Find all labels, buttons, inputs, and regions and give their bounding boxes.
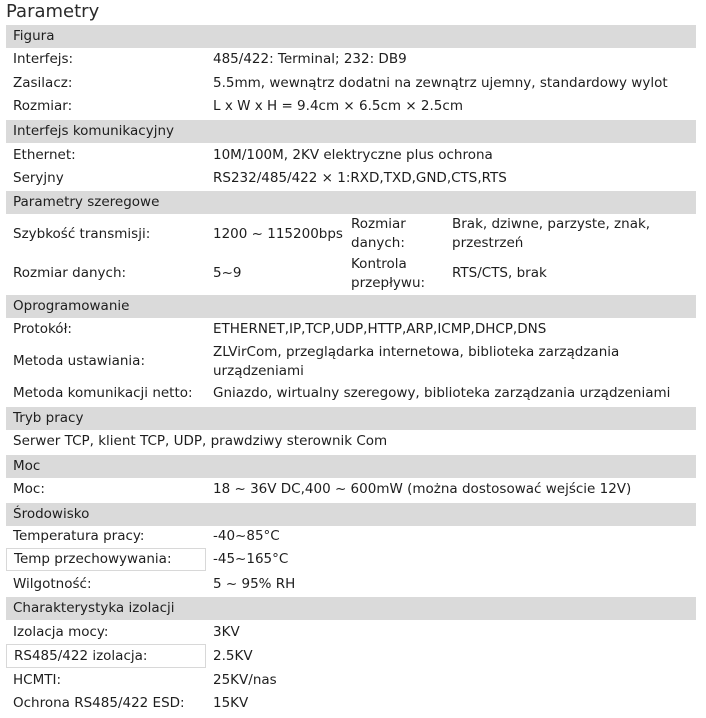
esd-label: Ochrona RS485/422 ESD: [13, 695, 185, 711]
temp-pracy-value: -40~85°C [213, 528, 280, 544]
wilgotnosc-value: 5 ~ 95% RH [213, 576, 296, 592]
izolacja-mocy-value: 3KV [213, 624, 240, 640]
protokol-value: ETHERNET,IP,TCP,UDP,HTTP,ARP,ICMP,DHCP,DNS [213, 321, 547, 337]
seryjny-label: Seryjny [13, 170, 64, 186]
section-header-moc: Moc [6, 455, 696, 478]
hcmti-value: 25KV/nas [213, 672, 277, 688]
izolacja-mocy-label: Izolacja mocy: [13, 624, 109, 640]
interfejs-value: 485/422: Terminal; 232: DB9 [213, 51, 407, 67]
rs485-izolacja-label: RS485/422 izolacja: [6, 644, 206, 668]
rozmiar-danych-label-b: danych: [351, 235, 405, 251]
section-header-tryb: Tryb pracy [6, 407, 696, 430]
kontrola-label-b: przepływu: [351, 275, 426, 291]
szybkosc-label: Szybkość transmisji: [13, 226, 151, 242]
section-header-srodowisko: Środowisko [6, 503, 696, 526]
rozmiar-value: L x W x H = 9.4cm × 6.5cm × 2.5cm [213, 98, 463, 114]
ethernet-label: Ethernet: [13, 147, 76, 163]
metoda-value-b: urządzeniami [213, 363, 304, 379]
section-header-interfejs: Interfejs komunikacyjny [6, 120, 696, 143]
section-header-szeregowe: Parametry szeregowe [6, 191, 696, 214]
kontrola-label-a: Kontrola [351, 256, 407, 272]
esd-value: 15KV [213, 695, 249, 711]
temp-przech-label: Temp przechowywania: [6, 548, 206, 571]
section-header-izolacja: Charakterystyka izolacji [6, 597, 696, 620]
page-title: Parametry [6, 1, 100, 22]
komunikacji-label: Metoda komunikacji netto: [13, 385, 193, 401]
interfejs-label: Interfejs: [13, 51, 74, 67]
ethernet-value: 10M/100M, 2KV elektryczne plus ochrona [213, 147, 493, 163]
wilgotnosc-label: Wilgotność: [13, 576, 92, 592]
rozmiar-danych-value-b: przestrzeń [452, 235, 524, 251]
komunikacji-value: Gniazdo, wirtualny szeregowy, biblioteka zarządzania urządzeniami [213, 385, 671, 401]
protokol-label: Protokół: [13, 321, 72, 337]
moc-label: Moc: [13, 481, 45, 497]
tryb-value: Serwer TCP, klient TCP, UDP, prawdziwy sterownik Com [13, 433, 388, 449]
rs485-izolacja-value: 2.5KV [213, 648, 253, 664]
moc-value: 18 ~ 36V DC,400 ~ 600mW (można dostosować wejście 12V) [213, 481, 632, 497]
zasilacz-label: Zasilacz: [13, 75, 73, 91]
szybkosc-value: 1200 ~ 115200bps [213, 226, 343, 242]
temp-przech-value: -45~165°C [213, 551, 289, 567]
rozmiar-label: Rozmiar: [13, 98, 73, 114]
section-header-oprogramowanie: Oprogramowanie [6, 295, 696, 318]
rozmiar-danych-label-a: Rozmiar [351, 216, 406, 232]
zasilacz-value: 5.5mm, wewnątrz dodatni na zewnątrz ujemny, standardowy wylot [213, 75, 668, 91]
rozmiar2-label: Rozmiar danych: [13, 265, 127, 281]
rozmiar2-value: 5~9 [213, 265, 242, 281]
hcmti-label: HCMTI: [13, 672, 62, 688]
rozmiar-danych-value-a: Brak, dziwne, parzyste, znak, [452, 216, 651, 232]
metoda-label: Metoda ustawiania: [13, 353, 145, 369]
kontrola-value: RTS/CTS, brak [452, 265, 547, 281]
temp-pracy-label: Temperatura pracy: [13, 528, 145, 544]
seryjny-value: RS232/485/422 × 1:RXD,TXD,GND,CTS,RTS [213, 170, 507, 186]
section-header-figura: Figura [6, 25, 696, 48]
metoda-value-a: ZLVirCom, przeglądarka internetowa, biblioteka zarządzania [213, 344, 620, 360]
